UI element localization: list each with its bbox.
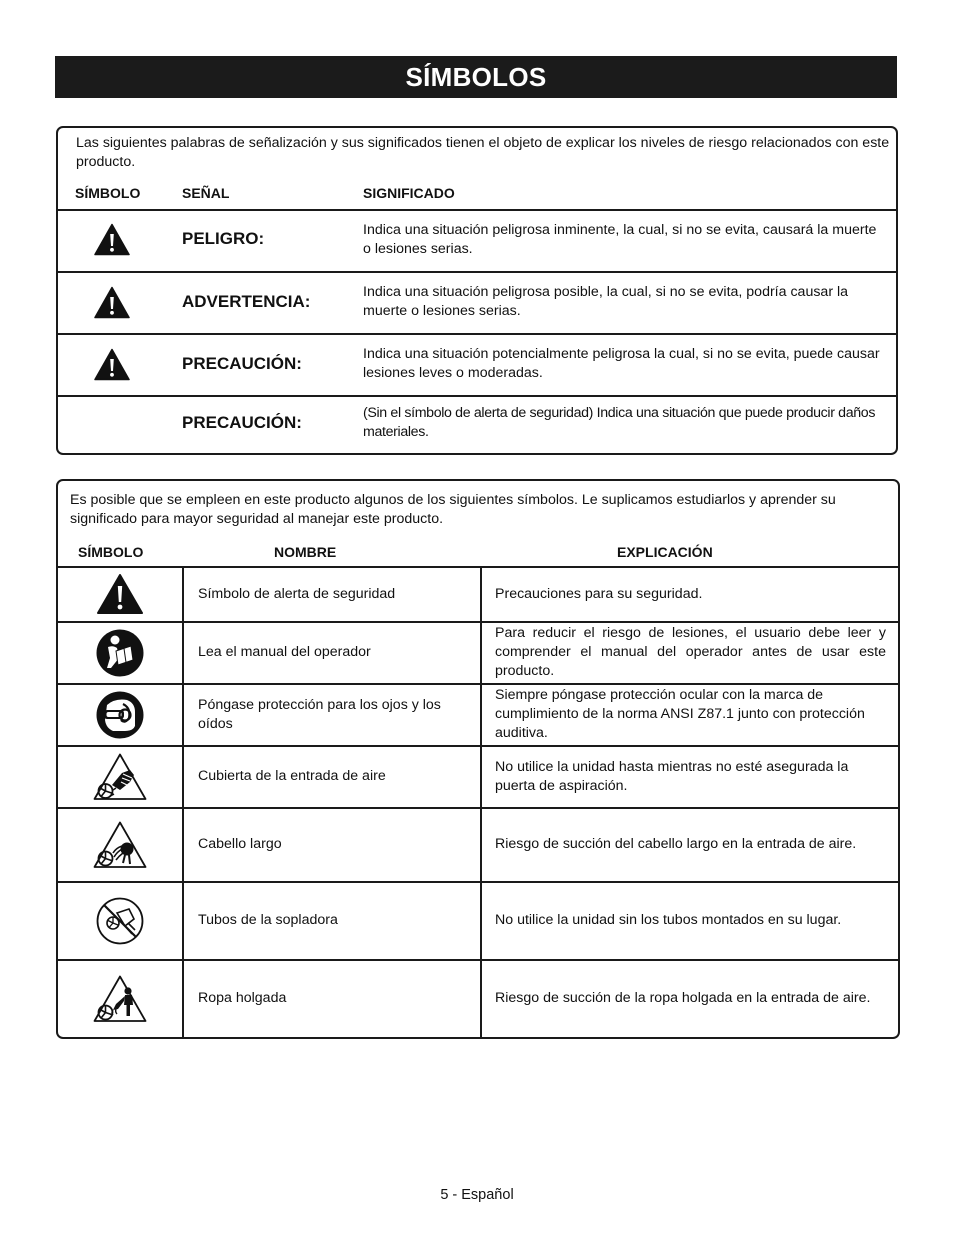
symbol-name: Póngase protección para los ojos y los oídos bbox=[183, 684, 481, 746]
signal-row-precaucion bbox=[58, 333, 896, 395]
symbol-explanation: Precauciones para su seguridad. bbox=[481, 567, 898, 622]
signal-label: PELIGRO: bbox=[182, 228, 265, 248]
safety-alert-icon bbox=[96, 573, 144, 615]
safety-alert-triangle-icon bbox=[94, 286, 130, 319]
symbol-explanation: Para reducir el riesgo de lesiones, el usuario debe leer y comprender el manual del operador antes de usar este producto. bbox=[481, 622, 898, 684]
header-symbol: SÍMBOLO bbox=[75, 185, 141, 201]
read-manual-icon bbox=[95, 628, 145, 678]
long-hair-icon bbox=[92, 820, 148, 870]
signal-row-peligro bbox=[58, 209, 896, 271]
header-name: NOMBRE bbox=[274, 544, 337, 560]
signal-words-box bbox=[56, 126, 898, 455]
symbol-name: Tubos de la sopladora bbox=[183, 882, 481, 960]
symbol-explanation: Riesgo de succión de la ropa holgada en la entrada de aire. bbox=[481, 960, 898, 1037]
signal-row-precaucion-no-symbol bbox=[58, 395, 896, 455]
table-row bbox=[58, 960, 898, 1037]
symbol-name: Ropa holgada bbox=[183, 960, 481, 1037]
symbol-cell bbox=[58, 567, 183, 622]
symbol-cell bbox=[58, 622, 183, 684]
signal-meaning: Indica una situación potencialmente peligrosa la cual, si no se evita, puede causar lesiones leves o moderadas. bbox=[363, 345, 880, 381]
symbol-explanation: No utilice la unidad hasta mientras no esté asegurada la puerta de aspiración. bbox=[481, 746, 898, 808]
header-meaning: SIGNIFICADO bbox=[363, 185, 455, 201]
symbol-cell bbox=[58, 808, 183, 882]
header-signal: SEÑAL bbox=[182, 185, 230, 201]
header-explanation: EXPLICACIÓN bbox=[617, 544, 713, 560]
eye-ear-protection-icon bbox=[95, 690, 145, 740]
symbol-name: Lea el manual del operador bbox=[183, 622, 481, 684]
blower-tubes-icon bbox=[95, 896, 145, 946]
signal-label: PRECAUCIÓN: bbox=[182, 412, 302, 432]
table-row bbox=[58, 808, 898, 882]
symbols-table bbox=[58, 566, 898, 1037]
signal-label: PRECAUCIÓN: bbox=[182, 353, 302, 373]
signal-meaning: (Sin el símbolo de alerta de seguridad) Indica una situación que puede producir daños materiales. bbox=[363, 404, 876, 440]
table-row bbox=[58, 622, 898, 684]
symbol-cell bbox=[58, 684, 183, 746]
symbol-explanation: No utilice la unidad sin los tubos montados en su lugar. bbox=[481, 882, 898, 960]
loose-clothing-icon bbox=[92, 974, 148, 1024]
signal-meaning: Indica una situación peligrosa inminente, la cual, si no se evita, causará la muerte o lesiones serias. bbox=[363, 221, 877, 257]
safety-alert-triangle-icon bbox=[94, 223, 130, 256]
symbol-cell bbox=[58, 882, 183, 960]
symbol-name: Cubierta de la entrada de aire bbox=[183, 746, 481, 808]
page-footer: 5 - Español bbox=[440, 1187, 514, 1203]
symbol-cell bbox=[58, 746, 183, 808]
symbols-intro: Es posible que se empleen en este producto algunos de los siguientes símbolos. Le suplicamos estudiarlos y aprender su significado para mayor seguridad al manejar este producto. bbox=[70, 492, 836, 527]
table-row bbox=[58, 746, 898, 808]
table-row bbox=[58, 684, 898, 746]
signal-row-advertencia bbox=[58, 271, 896, 333]
air-intake-cover-icon bbox=[92, 752, 148, 802]
page-title: SÍMBOLOS bbox=[55, 56, 897, 98]
symbols-box bbox=[56, 479, 900, 1039]
symbol-cell bbox=[58, 960, 183, 1037]
symbol-name: Símbolo de alerta de seguridad bbox=[183, 567, 481, 622]
table-row bbox=[58, 882, 898, 960]
signal-intro: Las siguientes palabras de señalización y sus significados tienen el objeto de explicar los niveles de riesgo relacionados con este producto. bbox=[76, 135, 890, 170]
signal-meaning: Indica una situación peligrosa posible, la cual, si no se evita, podría causar la muerte o lesiones serias. bbox=[363, 283, 849, 319]
safety-alert-triangle-icon bbox=[94, 348, 130, 381]
symbol-explanation: Siempre póngase protección ocular con la marca de cumplimiento de la norma ANSI Z87.1 junto con protección auditiva. bbox=[481, 684, 898, 746]
table-row bbox=[58, 567, 898, 622]
header-symbol: SÍMBOLO bbox=[78, 544, 144, 560]
signal-label: ADVERTENCIA: bbox=[182, 291, 311, 311]
symbol-explanation: Riesgo de succión del cabello largo en la entrada de aire. bbox=[481, 808, 898, 882]
symbol-name: Cabello largo bbox=[183, 808, 481, 882]
